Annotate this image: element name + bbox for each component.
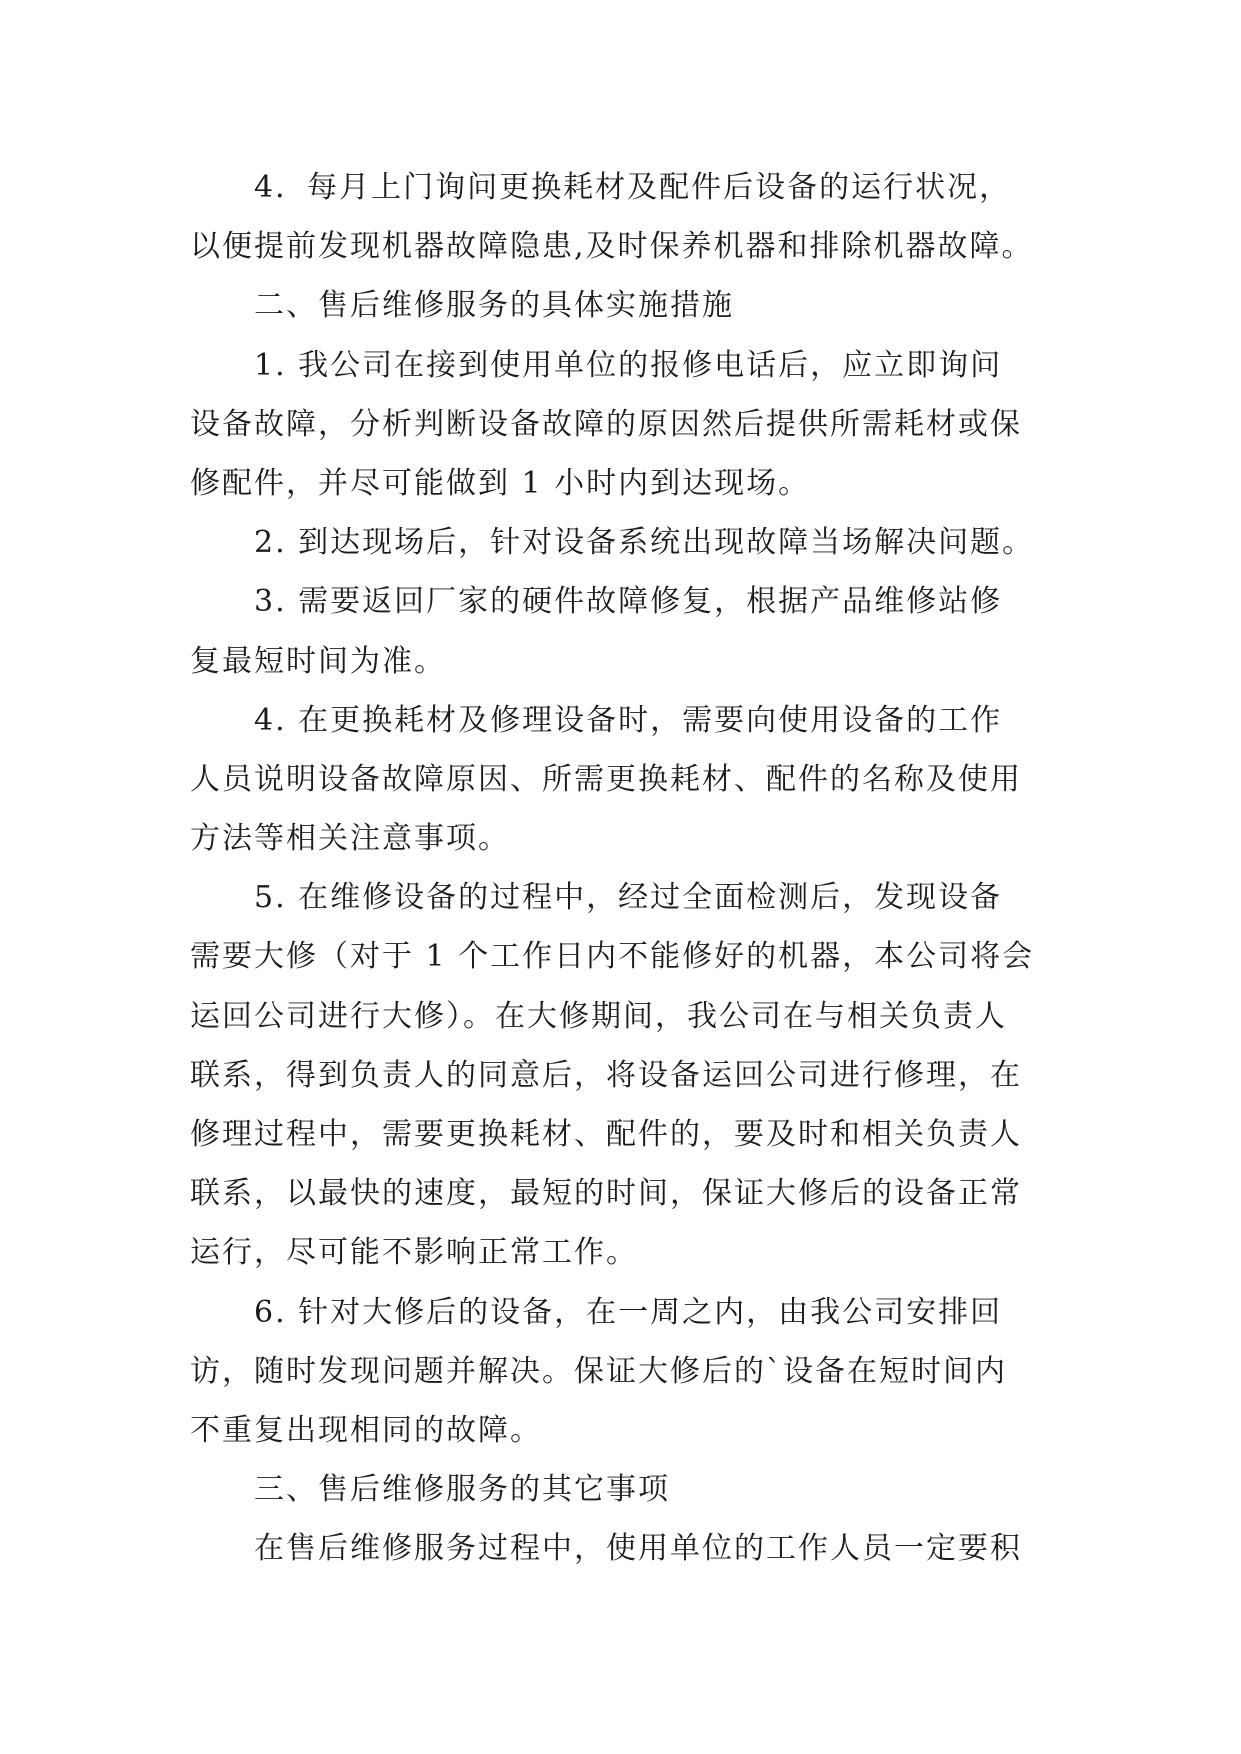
text-line: 在售后维修服务过程中，使用单位的工作人员一定要积 bbox=[254, 1531, 1022, 1567]
text-line: 4. 在更换耗材及修理设备时，需要向使用设备的工作 bbox=[254, 702, 1003, 738]
text-line: 修配件，并尽可能做到 1 小时内到达现场。 bbox=[190, 465, 811, 501]
text-line: 2. 到达现场后，针对设备系统出现故障当场解决问题。 bbox=[254, 525, 1035, 561]
text-line: 复最短时间为准。 bbox=[190, 643, 446, 679]
text-line: 以便提前发现机器故障隐患,及时保养机器和排除机器故障。 bbox=[190, 229, 1034, 265]
text-line: 6. 针对大修后的设备，在一周之内，由我公司安排回 bbox=[254, 1294, 1003, 1330]
text-line: 联系，以最快的速度，最短的时间，保证大修后的设备正常 bbox=[190, 1176, 1022, 1212]
section-heading: 三、售后维修服务的其它事项 bbox=[254, 1472, 670, 1508]
text-line: 方法等相关注意事项。 bbox=[190, 821, 510, 857]
document-body bbox=[190, 158, 1090, 1579]
text-line: 修理过程中，需要更换耗材、配件的，要及时和相关负责人 bbox=[190, 1117, 1022, 1152]
text-line: 不重复出现相同的故障。 bbox=[190, 1412, 542, 1448]
text-line: 联系，得到负责人的同意后，将设备运回公司进行修理，在 bbox=[190, 1057, 1022, 1093]
text-line: 运行，尽可能不影响正常工作。 bbox=[190, 1235, 638, 1271]
section-heading: 二、售后维修服务的具体实施措施 bbox=[254, 288, 734, 324]
text-line: 人员说明设备故障原因、所需更换耗材、配件的名称及使用 bbox=[190, 761, 1022, 797]
text-line: 访，随时发现问题并解决。保证大修后的`设备在短时间内 bbox=[190, 1353, 1007, 1389]
text-line: 5. 在维修设备的过程中，经过全面检测后，发现设备 bbox=[254, 880, 1003, 916]
text-line: 3. 需要返回厂家的硬件故障修复，根据产品维修站修 bbox=[254, 584, 1003, 620]
text-line: 1. 我公司在接到使用单位的报修电话后，应立即询问 bbox=[254, 347, 1003, 383]
text-line: 运回公司进行大修）。在大修期间，我公司在与相关负责人 bbox=[190, 998, 1007, 1034]
text-line: 需要大修（对于 1 个工作日内不能修好的机器，本公司将会 bbox=[190, 939, 1035, 975]
text-line: 设备故障，分析判断设备故障的原因然后提供所需耗材或保 bbox=[190, 406, 1022, 442]
text-line: 4．每月上门询问更换耗材及配件后设备的运行状况， bbox=[254, 170, 1012, 205]
